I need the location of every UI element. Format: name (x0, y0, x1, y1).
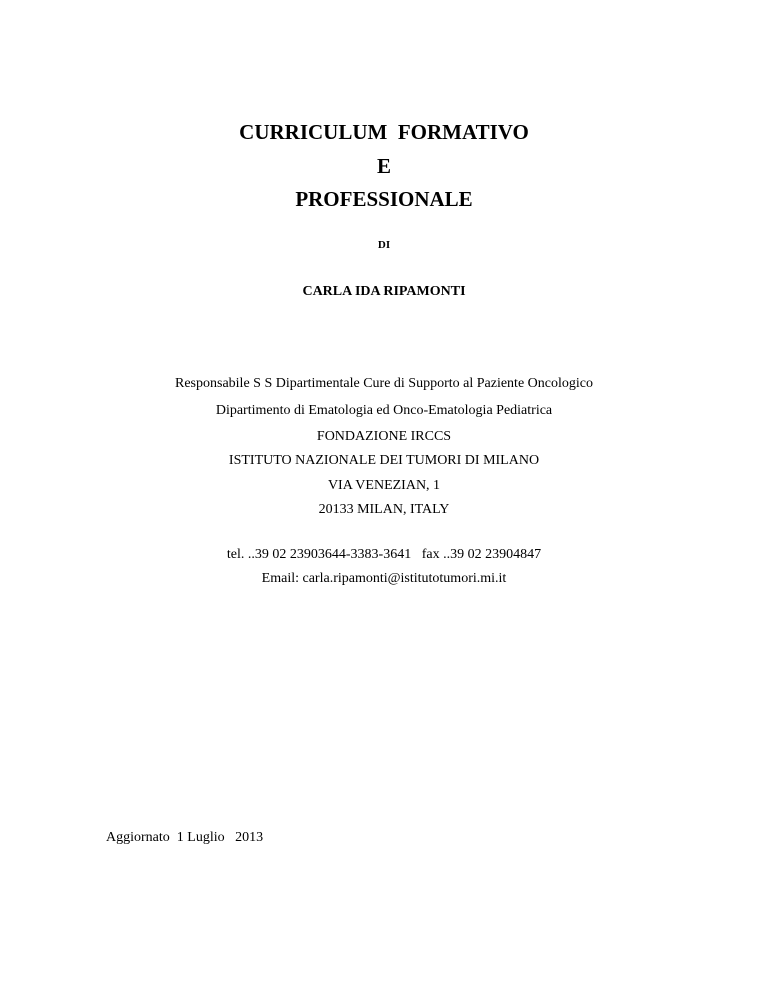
title-line-3: PROFESSIONALE (295, 187, 473, 211)
affiliation-institute: ISTITUTO NAZIONALE DEI TUMORI DI MILANO (228, 453, 540, 468)
title-line-1: CURRICULUM FORMATIVO (239, 120, 529, 144)
address-city: 20133 MILAN, ITALY (318, 502, 450, 517)
address-street: VIA VENEZIAN, 1 (327, 478, 441, 493)
title-line-2: E (376, 154, 391, 178)
affiliation-foundation: FONDAZIONE IRCCS (316, 429, 452, 444)
affiliation-role: Responsabile S S Dipartimentale Cure di Supporto al Paziente Oncologico (175, 376, 593, 391)
affiliation-department: Dipartimento di Ematologia ed Onco-Ematologia Pediatrica (215, 403, 553, 418)
contact-phone-fax: tel. ..39 02 23903644-3383-3641 fax ..39 02 23904847 (226, 547, 542, 562)
preposition-di: DI (377, 239, 391, 251)
updated-date: Aggiornato 1 Luglio 2013 (106, 830, 264, 845)
author-name: CARLA IDA RIPAMONTI (302, 284, 466, 299)
contact-email: Email: carla.ripamonti@istitutotumori.mi.it (261, 571, 507, 586)
